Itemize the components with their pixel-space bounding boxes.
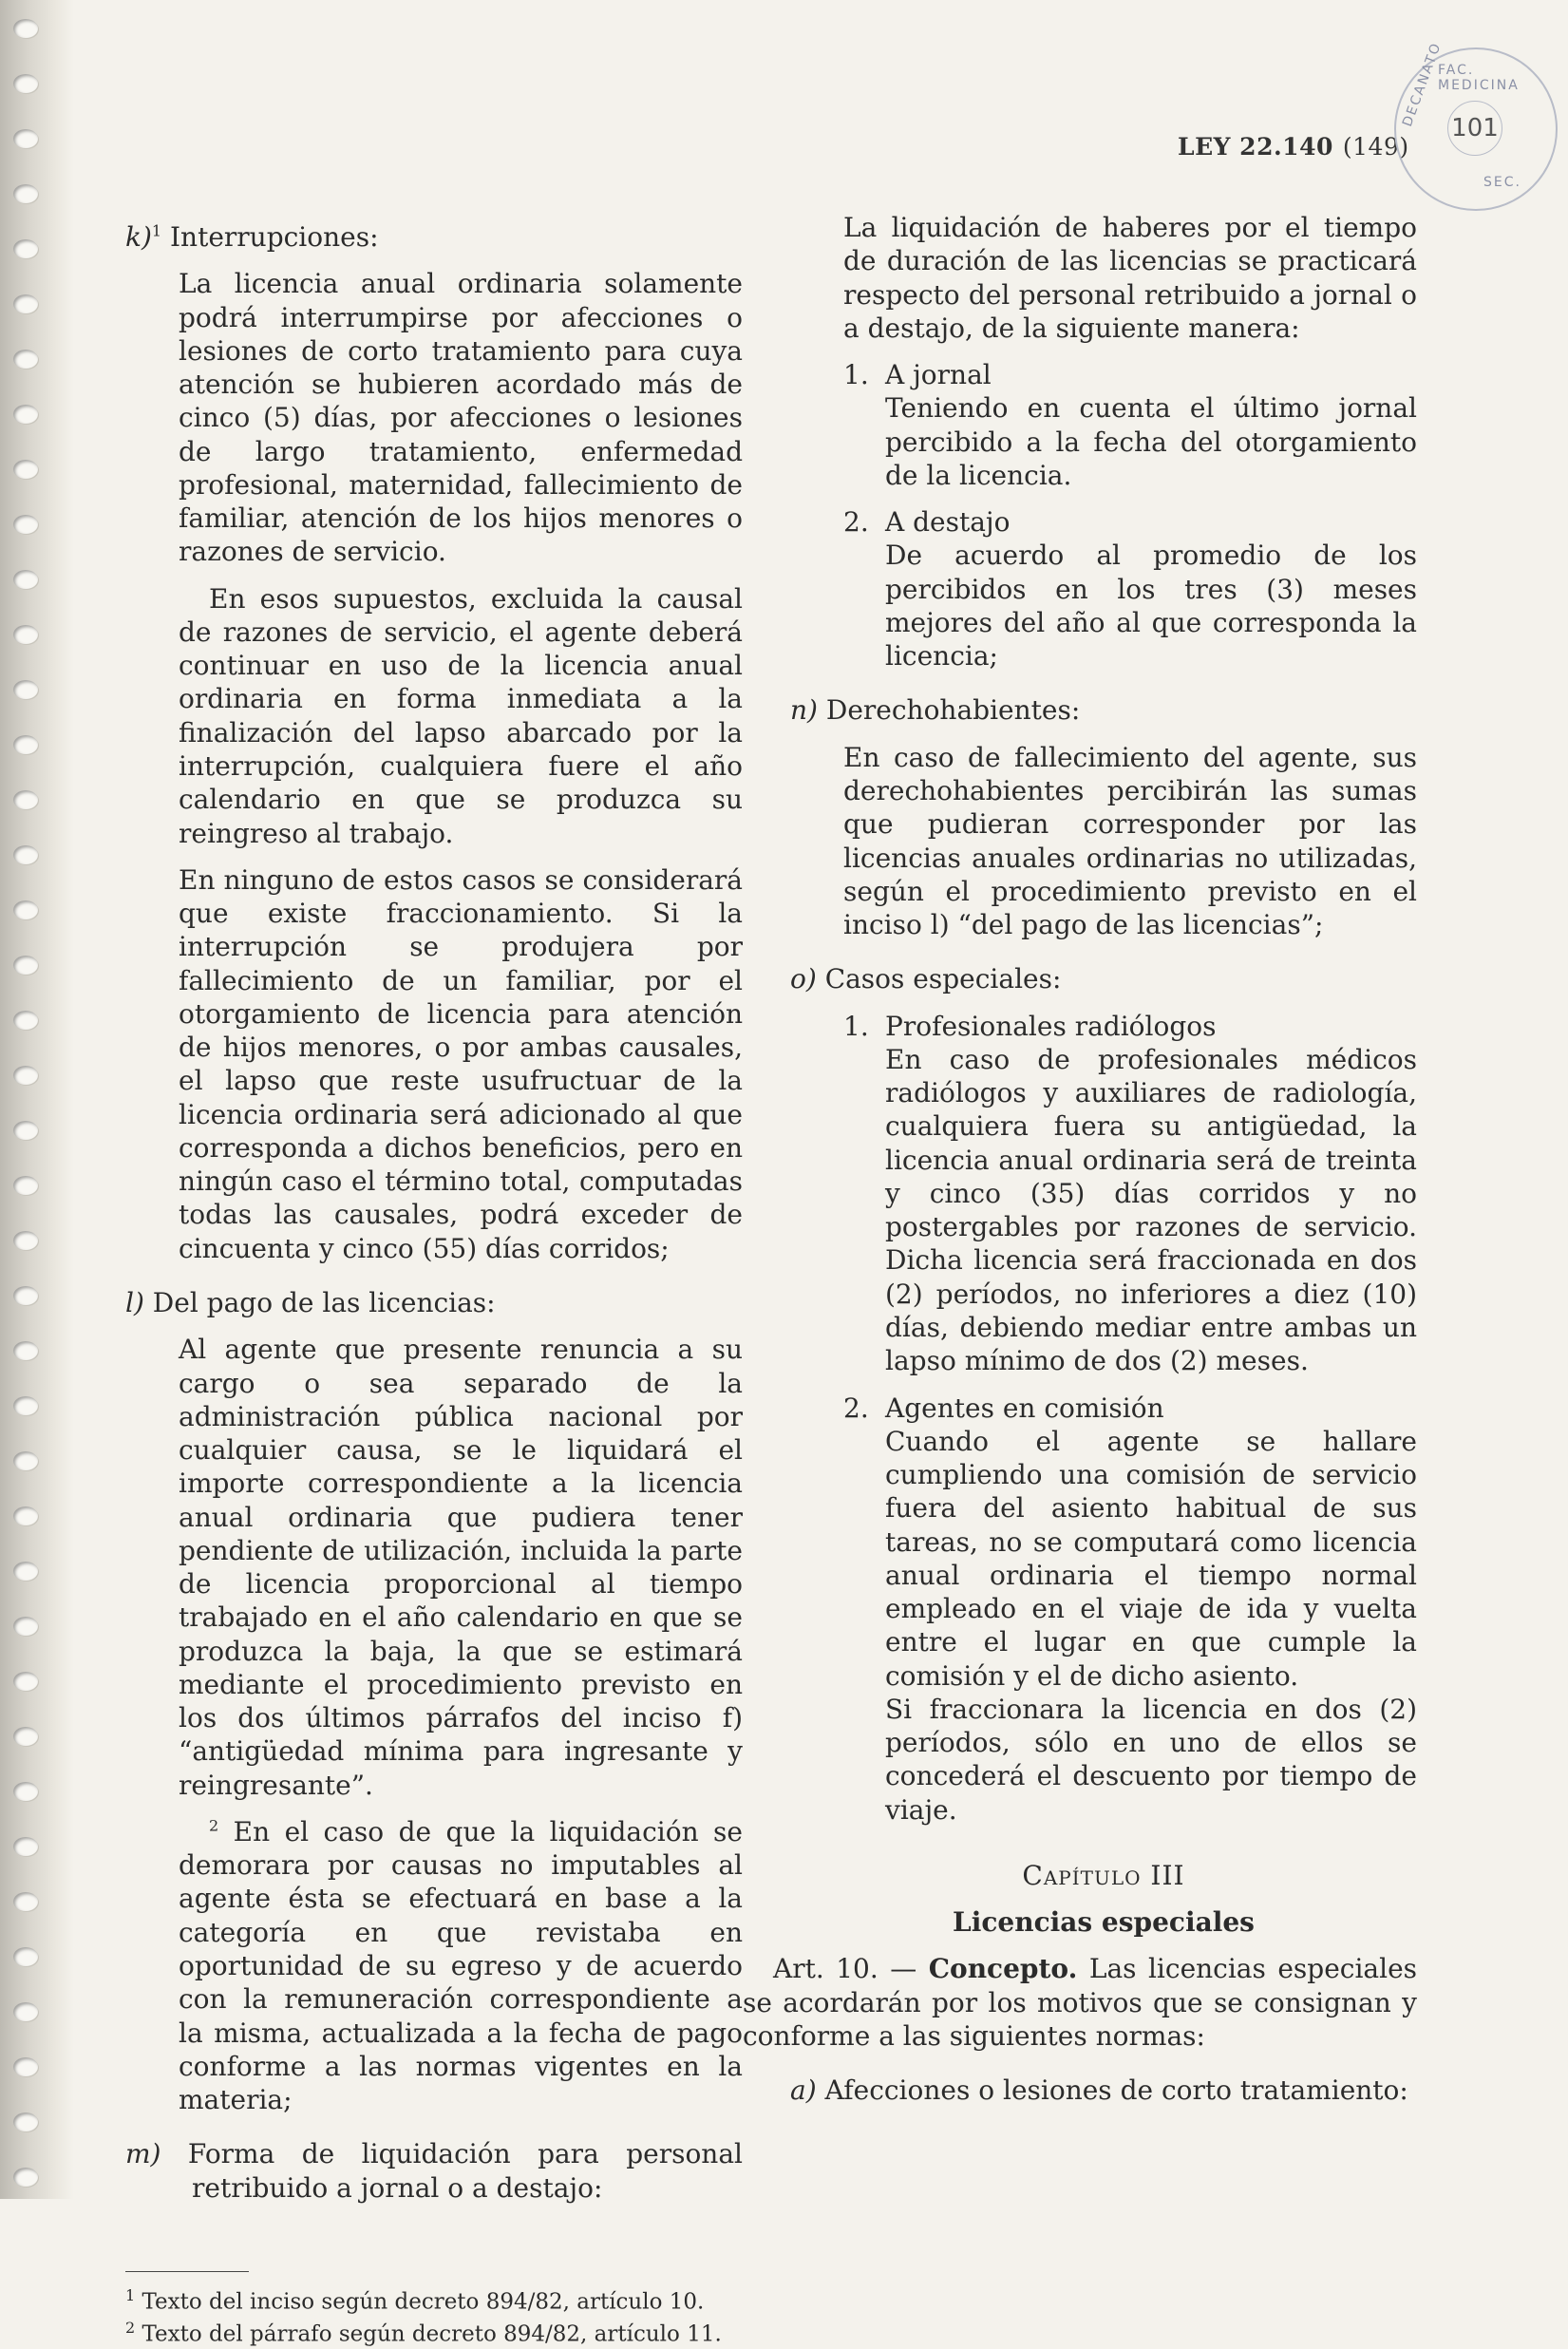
- binding-hole: [13, 2002, 38, 2021]
- section-o-heading: [790, 962, 1417, 995]
- section-n-paragraph: En caso de fallecimiento del agente, sus derechohabientes percibirán las sumas que pudieran corresponder por las licencias anuales ordinarias no utilizadas, según el procedimiento previsto en el inciso l) “del pago de las licencias”;: [843, 741, 1417, 941]
- article-10-text: Las licencias especiales se acordarán por los motivos que se consignan y conforme a las siguientes normas:: [743, 1953, 1418, 2053]
- m-item-2-text: De acuerdo al promedio de los percibidos en los tres (3) meses mejores del año al que corresponda la licencia;: [885, 540, 1417, 672]
- section-n-title: Derechohabientes:: [825, 694, 1081, 727]
- binding-hole: [13, 790, 38, 809]
- decanato-stamp: [1394, 40, 1558, 211]
- binding-hole: [13, 184, 38, 203]
- binding-hole: [13, 74, 38, 93]
- m-item-1-heading: [790, 358, 1417, 391]
- binding-hole: [13, 1727, 38, 1746]
- binding-hole: [13, 1837, 38, 1856]
- o-item-2-heading: [790, 1392, 1417, 1425]
- section-l-paragraph-2-text: En el caso de que la liquidación se demorara por causas no imputables al agente ésta se efectuará en base a la categoría en que revistaba en oportunidad de su egreso y de acuerdo con la remuneración correspondiente a la misma, actualizada a la fecha de pago conforme a las normas vigentes en la materia;: [179, 1815, 743, 2116]
- section-k-paragraph-1: La licencia anual ordinaria solamente podrá interrumpirse por afecciones o lesiones de corto tratamiento para cuya atención se hubieren acordado más de cinco (5) días, por afecciones o lesiones de largo tratamiento, enfermedad profesional, maternidad, fallecimiento de familiar, atención de los hijos menores o razones de servicio.: [179, 268, 743, 568]
- m-item-2-title: A destajo: [885, 506, 1011, 539]
- stamp-ring-top: FAC. MEDICINA: [1438, 63, 1520, 93]
- o-item-1-text: En caso de profesionales médicos radiólogos y auxiliares de radiología, cualquiera fuera su antigüedad, la licencia anual ordinaria será de treinta y cinco (35) días corridos y no postergables por razones de servicio. Dicha licencia será fraccionada en dos (2) períodos, no inferiores a diez (10) días, debiendo mediar entre ambas un lapso mínimo de dos (2) meses.: [885, 1043, 1417, 1377]
- binding-hole: [13, 2112, 38, 2131]
- section-m-heading: [125, 2137, 743, 2205]
- o-item-1-heading: [790, 1010, 1417, 1043]
- left-column: [125, 220, 743, 2349]
- binding-hole: [13, 1672, 38, 1691]
- footnote-1-number: 1: [125, 2285, 136, 2304]
- footnote-ref-1: 1: [151, 221, 162, 240]
- spiral-binding: [0, 0, 74, 2199]
- binding-hole: [13, 1286, 38, 1305]
- page-header: [1178, 133, 1409, 161]
- binding-hole: [13, 1396, 38, 1415]
- m-item-2-heading: [790, 505, 1417, 539]
- footnote-1: [125, 2285, 743, 2318]
- m-item-1-text: Teniendo en cuenta el último jornal percibido a la fecha del otorgamiento de la licencia.: [885, 392, 1417, 491]
- section-k-label: k): [125, 221, 152, 253]
- section-l-paragraph-2: [125, 1815, 743, 2116]
- right-column: [743, 211, 1418, 2108]
- section-l-heading: [125, 1286, 743, 1319]
- binding-hole: [13, 900, 38, 919]
- page-number: (149): [1342, 133, 1409, 161]
- binding-hole: [13, 1451, 38, 1470]
- article-10-label: Art. 10. —: [773, 1953, 917, 1985]
- binding-hole: [13, 680, 38, 699]
- binding-hole: [13, 239, 38, 258]
- binding-hole: [13, 1121, 38, 1140]
- binding-hole: [13, 1782, 38, 1801]
- binding-hole: [13, 1066, 38, 1085]
- m-item-1-title: A jornal: [885, 359, 992, 391]
- m-item-1-number: 1.: [843, 359, 869, 391]
- chapter-title: Licencias especiales: [953, 1906, 1255, 1939]
- binding-hole: [13, 845, 38, 864]
- binding-hole: [13, 1506, 38, 1525]
- section-n-heading: [790, 693, 1417, 727]
- binding-hole: [13, 625, 38, 644]
- binding-hole: [13, 1011, 38, 1030]
- article-10-title: Concepto.: [928, 1953, 1078, 1985]
- footnote-2-number: 2: [125, 2318, 136, 2337]
- binding-hole: [13, 1341, 38, 1360]
- stamp-ring-left: DECANATO: [1400, 40, 1445, 129]
- binding-hole: [13, 350, 38, 369]
- section-k-paragraph-3: En ninguno de estos casos se considerará que existe fraccionamiento. Si la interrupción se produjera por fallecimiento de un familiar, por el otorgamiento de licencia para atención de hijos menores, o por ambas causales, el lapso que reste usufructuar de la licencia ordinaria será adicionado al que corresponda a dichos beneficios, pero en ningún caso el término total, computadas todas las causales, podrá exceder de cincuenta y cinco (55) días corridos;: [179, 863, 743, 1264]
- binding-hole: [13, 956, 38, 975]
- binding-hole: [13, 515, 38, 534]
- o-item-1-number: 1.: [843, 1010, 869, 1042]
- section-l-title: Del pago de las licencias:: [152, 1286, 496, 1318]
- o-item-1-title: Profesionales radiólogos: [885, 1010, 1217, 1042]
- stamp-number: 101: [1447, 101, 1502, 156]
- section-m-title: Forma de liquidación para personal retribuido a jornal o a destajo:: [187, 2138, 743, 2204]
- binding-hole: [13, 294, 38, 313]
- law-title: LEY 22.140: [1178, 133, 1333, 161]
- section-o-label: o): [790, 963, 817, 995]
- binding-hole: [13, 1562, 38, 1581]
- section-m-intro: La liquidación de haberes por el tiempo de duración de las licencias se practicará respecto del personal retribuido a jornal o a destajo, de la siguiente manera:: [843, 212, 1417, 344]
- article-10: [743, 1952, 1417, 2053]
- binding-hole: [13, 1947, 38, 1966]
- footnote-2: [125, 2318, 743, 2349]
- binding-hole: [13, 1617, 38, 1636]
- binding-hole: [13, 129, 38, 148]
- binding-hole: [13, 1231, 38, 1250]
- binding-hole: [13, 2057, 38, 2076]
- m-item-2-number: 2.: [843, 506, 869, 539]
- section-o-title: Casos especiales:: [824, 963, 1062, 995]
- binding-hole: [13, 570, 38, 589]
- binding-hole: [13, 405, 38, 424]
- footnote-rule: [125, 2271, 249, 2272]
- footnote-2-text: Texto del párrafo según decreto 894/82, artículo 11.: [142, 2321, 722, 2347]
- o-item-2-extra: Si fraccionara la licencia en dos (2) períodos, sólo en uno de ellos se concederá el descuento por tiempo de viaje.: [885, 1693, 1417, 1826]
- stamp-ring-bottom: SEC.: [1483, 175, 1521, 190]
- binding-hole: [13, 1892, 38, 1911]
- section-k-heading: [125, 220, 743, 254]
- footnote-1-text: Texto del inciso según decreto 894/82, artículo 10.: [142, 2289, 705, 2315]
- footnote-ref-2: 2: [209, 1816, 219, 1835]
- binding-hole: [13, 2168, 38, 2187]
- section-k-title: Interrupciones:: [169, 221, 379, 253]
- section-l-paragraph-1: Al agente que presente renuncia a su cargo o sea separado de la administración pública nacional por cualquier causa, se le liquidará el importe correspondiente a la licencia anual ordinaria que pudiera tener pendiente de utilización, incluida la parte de licencia proporcional al tiempo trabajado en el año calendario en que se produzca la baja, la que se estimará mediante el procedimiento previsto en los dos últimos párrafos del inciso f) “antigüedad mínima para ingresante y reingresante”.: [179, 1334, 743, 1801]
- section-m-label: m): [125, 2138, 161, 2170]
- o-item-2-text: Cuando el agente se hallare cumpliendo una comisión de servicio fuera del asiento habitual de sus tareas, no se computará como licencia anual ordinaria el tiempo normal empleado en el viaje de ida y vuelta entre el lugar en que cumple la comisión y el de dicho asiento.: [885, 1425, 1417, 1692]
- section-a-label: a): [790, 2074, 817, 2107]
- section-a-heading: [790, 2074, 1417, 2107]
- chapter-number: Capítulo III: [1022, 1859, 1185, 1891]
- binding-hole: [13, 1176, 38, 1195]
- section-k-paragraph-2: En esos supuestos, excluida la causal de razones de servicio, el agente deberá continuar en uso de la licencia anual ordinaria en forma inmediata a la finalización del lapso abarcado por la interrupción, cualquiera fuere el año calendario en que se produzca su reingreso al trabajo.: [179, 582, 743, 849]
- section-a-title: Afecciones o lesiones de corto tratamiento:: [824, 2074, 1408, 2107]
- section-n-label: n): [790, 694, 818, 727]
- binding-hole: [13, 735, 38, 754]
- binding-hole: [13, 19, 38, 38]
- section-l-label: l): [125, 1286, 144, 1318]
- o-item-2-title: Agentes en comisión: [885, 1392, 1164, 1424]
- o-item-2-number: 2.: [843, 1392, 869, 1424]
- binding-hole: [13, 460, 38, 479]
